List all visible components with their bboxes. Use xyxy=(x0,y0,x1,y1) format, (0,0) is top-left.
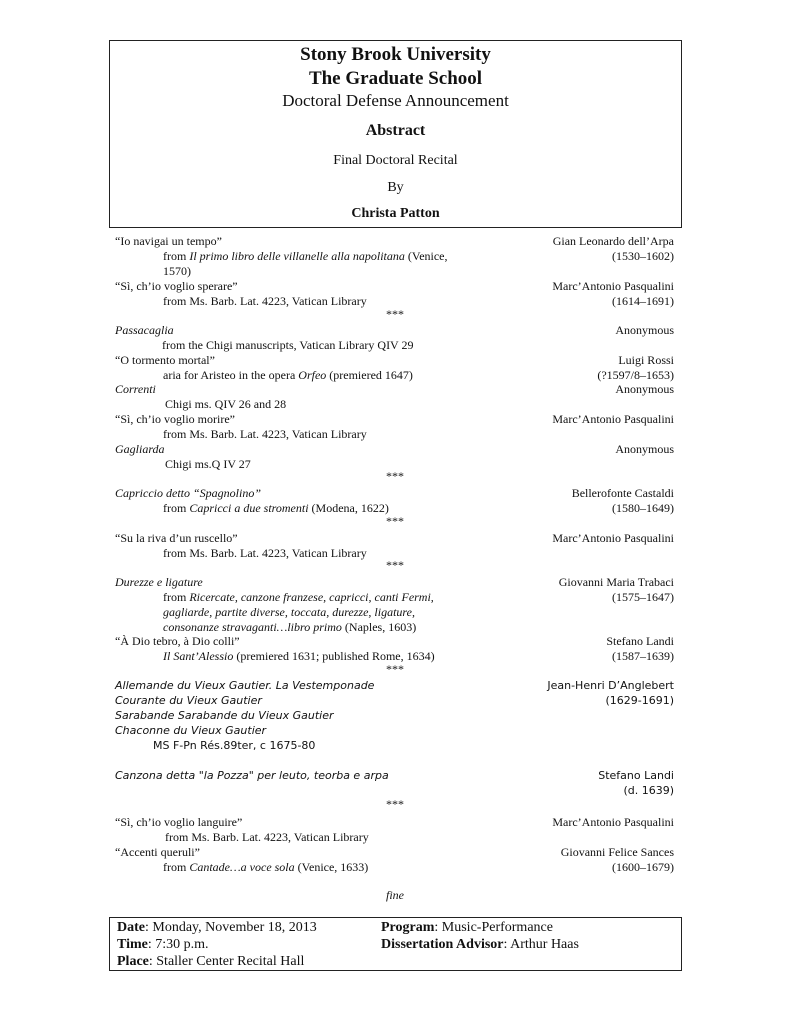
piece-title: “Sì, ch’io voglio languire” xyxy=(115,815,243,829)
by-label: By xyxy=(387,180,404,195)
composer: Anonymous xyxy=(615,382,674,396)
piece-title: “Su la riva d’un ruscello” xyxy=(115,531,238,545)
piece-source: from the Chigi manuscripts, Vatican Library QIV 29 xyxy=(162,338,414,352)
abstract-heading: Abstract xyxy=(365,122,426,139)
section-separator: *** xyxy=(386,307,404,321)
composer: Marc’Antonio Pasqualini xyxy=(552,412,674,426)
piece-title: Sarabande Sarabande du Vieux Gautier xyxy=(115,709,334,722)
piece-source: from Ms. Barb. Lat. 4223, Vatican Library xyxy=(163,427,367,441)
footer-box xyxy=(109,917,682,971)
composer-dates: (1587–1639) xyxy=(612,649,674,663)
composer-dates: (1575–1647) xyxy=(612,590,674,604)
composer: Stefano Landi xyxy=(606,634,674,648)
recital-title: Final Doctoral Recital xyxy=(333,153,458,168)
composer: Gian Leonardo dell’Arpa xyxy=(552,234,674,248)
section-separator: *** xyxy=(386,797,404,811)
piece-source: MS F-Pn Rés.89ter, c 1675-80 xyxy=(153,739,316,752)
piece-title: Durezze e ligature xyxy=(115,575,203,589)
advisor-line: Dissertation Advisor: Arthur Haas xyxy=(381,937,579,952)
composer: Bellerofonte Castaldi xyxy=(571,486,674,500)
composer-dates: (1614–1691) xyxy=(612,294,674,308)
announcement-title: Doctoral Defense Announcement xyxy=(282,91,509,110)
composer-dates: (?1597/8–1653) xyxy=(597,368,674,382)
date-line: Date: Monday, November 18, 2013 xyxy=(117,920,317,935)
composer: Giovanni Felice Sances xyxy=(560,845,674,859)
composer: Marc’Antonio Pasqualini xyxy=(552,279,674,293)
composer: Marc’Antonio Pasqualini xyxy=(552,531,674,545)
piece-source: from Ricercate, canzone franzese, capricci, canti Fermi, xyxy=(163,590,434,604)
piece-source: gagliarde, partite diverse, toccata, durezze, ligature, xyxy=(163,605,415,619)
piece-title: Gagliarda xyxy=(115,442,165,456)
composer: Luigi Rossi xyxy=(618,353,674,367)
composer-dates: (1580–1649) xyxy=(612,501,674,515)
candidate-name: Christa Patton xyxy=(351,206,440,221)
composer: Giovanni Maria Trabaci xyxy=(558,575,674,589)
composer-dates: (d. 1639) xyxy=(623,784,674,797)
fine-marker: fine xyxy=(386,888,404,902)
composer: Marc’Antonio Pasqualini xyxy=(552,815,674,829)
piece-title: “Io navigai un tempo” xyxy=(115,234,222,248)
graduate-school-title: The Graduate School xyxy=(308,68,483,89)
composer-dates: (1600–1679) xyxy=(612,860,674,874)
piece-title: “O tormento mortal” xyxy=(115,353,215,367)
time-line: Time: 7:30 p.m. xyxy=(117,937,209,952)
piece-source: 1570) xyxy=(163,264,191,278)
header-box xyxy=(109,40,682,228)
composer-dates: (1530–1602) xyxy=(612,249,674,263)
piece-source: Chigi ms. QIV 26 and 28 xyxy=(165,397,287,411)
piece-source: from Ms. Barb. Lat. 4223, Vatican Library xyxy=(163,546,367,560)
piece-source: aria for Aristeo in the opera Orfeo (premiered 1647) xyxy=(163,368,413,382)
piece-title: Courante du Vieux Gautier xyxy=(115,694,262,707)
university-title: Stony Brook University xyxy=(300,44,491,65)
composer: Stefano Landi xyxy=(598,769,674,782)
composer-dates: (1629-1691) xyxy=(605,694,674,707)
composer: Anonymous xyxy=(615,323,674,337)
piece-title: “Sì, ch’io voglio morire” xyxy=(115,412,235,426)
piece-source: from Ms. Barb. Lat. 4223, Vatican Library xyxy=(165,830,369,844)
piece-source: from Capricci a due stromenti (Modena, 1622) xyxy=(163,501,389,515)
piece-title: Capriccio detto “Spagnolino” xyxy=(115,486,262,500)
piece-source: consonanze stravaganti…libro primo (Naples, 1603) xyxy=(163,620,417,634)
section-separator: *** xyxy=(386,469,404,483)
piece-title: Correnti xyxy=(115,382,156,396)
piece-title: Passacaglia xyxy=(115,323,174,337)
piece-title: “À Dio tebro, à Dio colli” xyxy=(115,634,240,648)
composer: Jean-Henri D’Anglebert xyxy=(547,679,674,692)
piece-source: from Cantade…a voce sola (Venice, 1633) xyxy=(163,860,369,874)
section-separator: *** xyxy=(386,662,404,676)
piece-title: “Accenti queruli” xyxy=(115,845,200,859)
piece-title: “Sì, ch’io voglio sperare” xyxy=(115,279,238,293)
place-line: Place: Staller Center Recital Hall xyxy=(117,954,305,969)
piece-title: Allemande du Vieux Gautier. La Vestemponade xyxy=(115,679,375,692)
program-line: Program: Music-Performance xyxy=(381,920,553,935)
piece-title: Canzona detta "la Pozza" per leuto, teorba e arpa xyxy=(115,769,389,782)
piece-source: Chigi ms.Q IV 27 xyxy=(165,457,251,471)
section-separator: *** xyxy=(386,558,404,572)
piece-title: Chaconne du Vieux Gautier xyxy=(115,724,267,737)
composer: Anonymous xyxy=(615,442,674,456)
piece-source: from Ms. Barb. Lat. 4223, Vatican Library xyxy=(163,294,367,308)
piece-source: Il Sant’Alessio (premiered 1631; published Rome, 1634) xyxy=(163,649,435,663)
section-separator: *** xyxy=(386,514,404,528)
piece-source: from Il primo libro delle villanelle alla napolitana (Venice, xyxy=(163,249,448,263)
